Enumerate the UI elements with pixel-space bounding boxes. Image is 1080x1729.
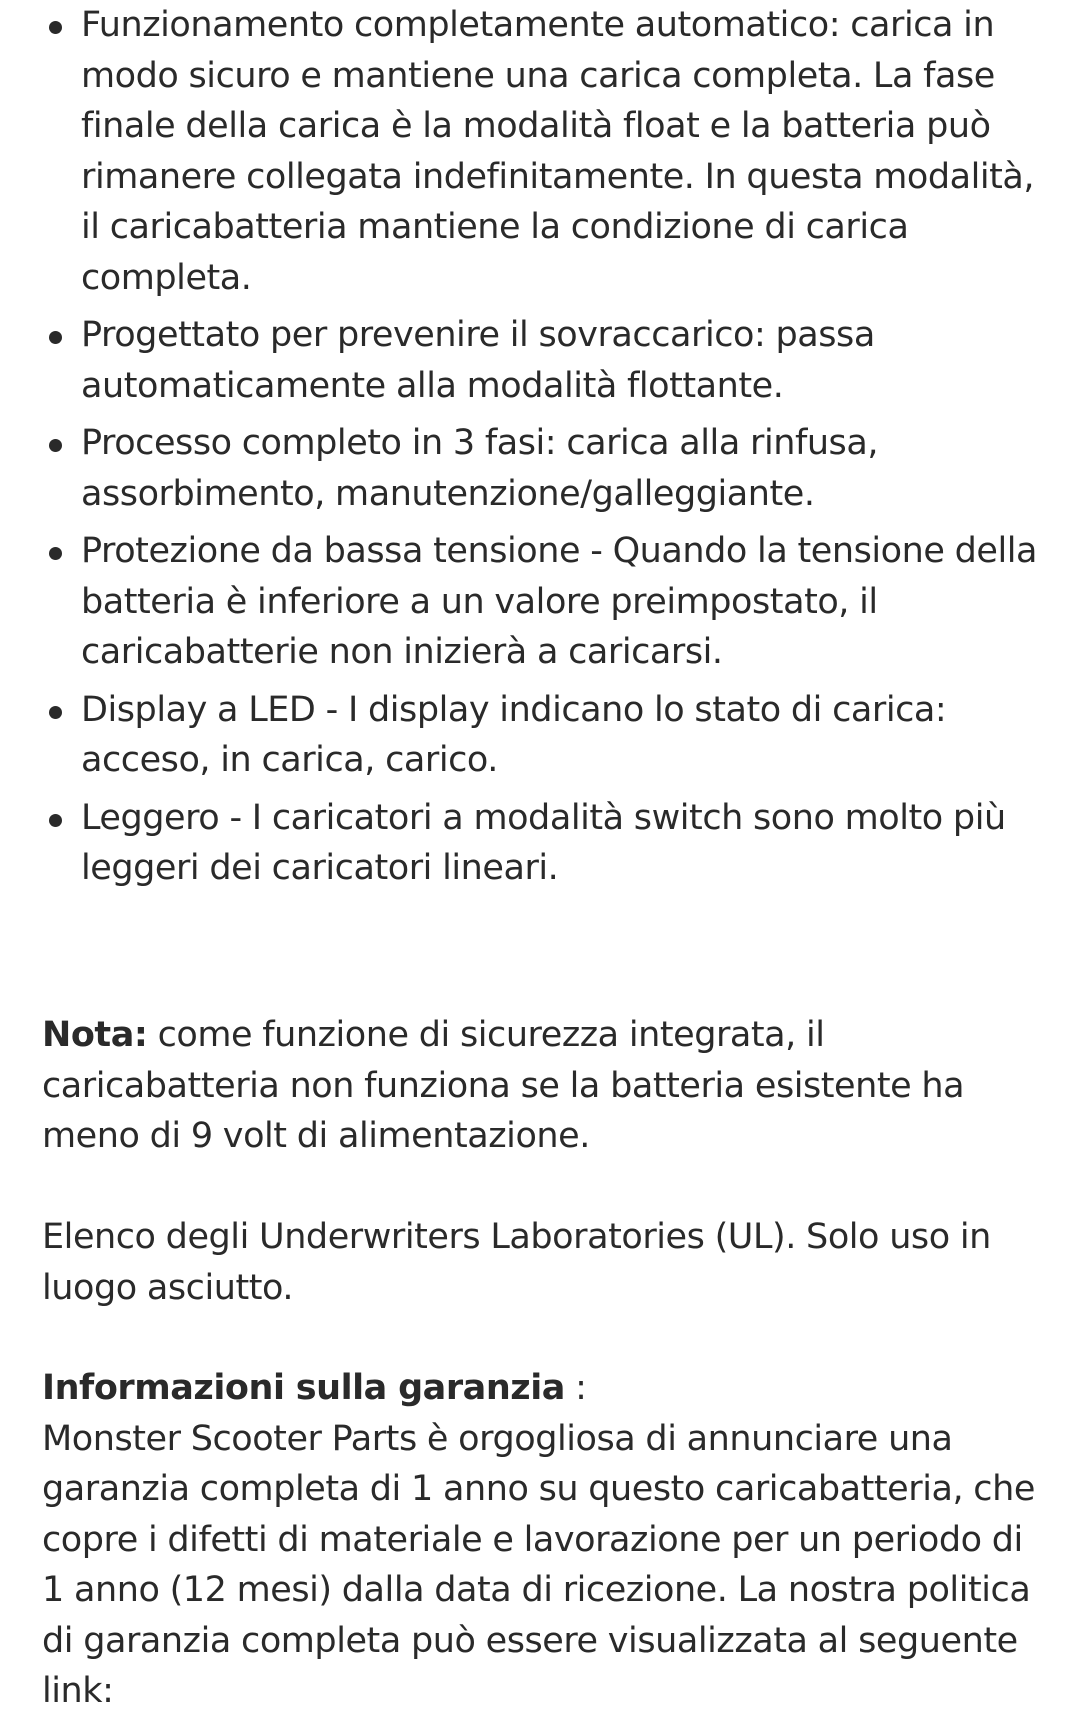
bullet-icon	[49, 547, 62, 560]
list-item	[42, 418, 1052, 519]
feature-text: Protezione da bassa tensione - Quando la tensione della batteria è inferiore a un valore preimpostato, il caricabatterie non inizierà a caricarsi.	[81, 531, 1038, 672]
warranty-heading-suffix: :	[564, 1368, 587, 1408]
bullet-icon	[49, 331, 62, 344]
feature-text: Processo completo in 3 fasi: carica alla rinfusa, assorbimento, manutenzione/galleggiante.	[81, 423, 879, 514]
bullet-icon	[49, 439, 62, 452]
features-list	[42, 0, 1052, 894]
list-item	[42, 0, 1052, 303]
bullet-icon	[49, 706, 62, 719]
note-label: Nota:	[42, 1015, 148, 1055]
list-item	[42, 793, 1052, 894]
list-item	[42, 685, 1052, 786]
list-item	[42, 526, 1052, 678]
feature-text: Funzionamento completamente automatico: carica in modo sicuro e mantiene una carica completa. La fase finale della carica è la modalità float e la batteria può rimanere collegata indefinitamente. In questa modalità, il caricabatteria mantiene la condizione di carica completa.	[81, 5, 1035, 298]
feature-text: Leggero - I caricatori a modalità switch sono molto più leggeri dei caricatori lineari.	[81, 797, 1006, 888]
bullet-icon	[49, 814, 62, 827]
warranty-text: Monster Scooter Parts è orgogliosa di annunciare una garanzia completa di 1 anno su questo caricabatteria, che copre i difetti di materiale e lavorazione per un periodo di 1 anno (12 mesi) dalla data di ricezione. La nostra politica di garanzia completa può essere visualizzata al seguente link:	[42, 1418, 1035, 1711]
warranty-heading: Informazioni sulla garanzia	[42, 1368, 565, 1408]
product-description	[42, 0, 1052, 1711]
list-item	[42, 310, 1052, 411]
warranty-heading-line	[42, 1363, 1052, 1414]
bullet-icon	[49, 21, 62, 34]
safety-note	[42, 1010, 1052, 1162]
warranty-section	[42, 1363, 1052, 1717]
ul-listing-text: Elenco degli Underwriters Laboratories (UL). Solo uso in luogo asciutto.	[42, 1217, 991, 1308]
note-text: come funzione di sicurezza integrata, il caricabatteria non funziona se la batteria esistente ha meno di 9 volt di alimentazione.	[42, 1015, 965, 1156]
feature-text: Progettato per prevenire il sovraccarico: passa automaticamente alla modalità flottante.	[81, 315, 875, 406]
feature-text: Display a LED - I display indicano lo stato di carica: acceso, in carica, carico.	[81, 689, 947, 780]
